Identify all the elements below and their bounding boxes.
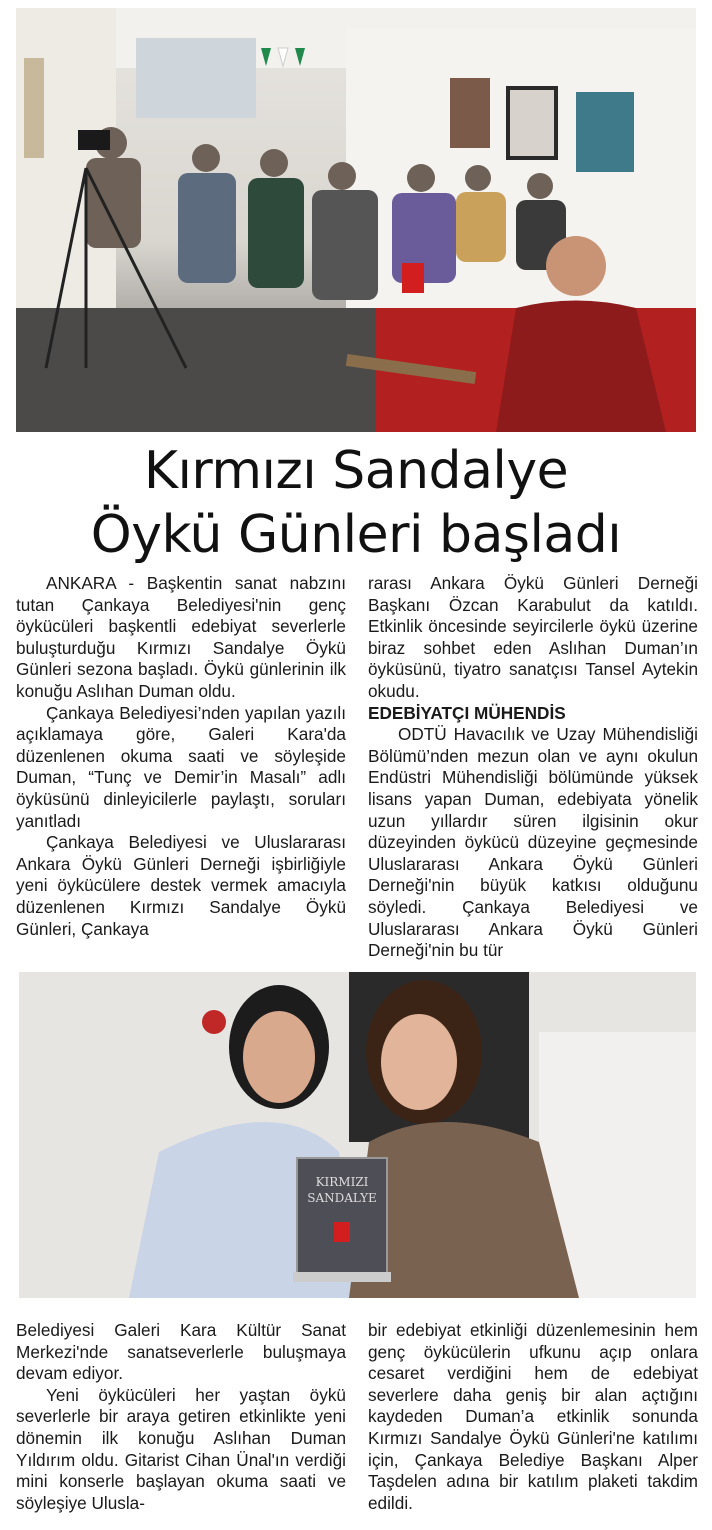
paragraph: Yeni öykücüleri her yaştan öykü severlerle bir araya getiren etkinlikte yeni dönemin ilk konuğu Aslıhan Duman Yıldırım oldu. Gitarist Cihan Ünal'ın verdiği mini konserle başlayan okuma saati ve söyleşiye Ulusla-: [16, 1384, 346, 1513]
paragraph: Belediyesi Galeri Kara Kültür Sanat Merkezi'nde sanatseverlerle buluşmaya devam ediyor.: [16, 1320, 346, 1384]
paragraph: Çankaya Belediyesi’nden yapılan yazılı açıklamaya göre, Galeri Kara'da düzenlenen okuma saati ve söyleşide Duman, “Tunç ve Demir’in Masalı” adlı öyküsünü dinleyicilerle paylaştı, soruları yanıtladı: [16, 702, 346, 831]
event-audience-illustration: [16, 8, 696, 432]
article-column-1: [16, 573, 346, 940]
paragraph: Çankaya Belediyesi ve Uluslararası Ankara Öykü Günleri Derneği işbirliğiyle yeni öykücülere destek vermek amacıyla düzenlenen Kırmızı Sandalye Öykü Günleri, Çankaya: [16, 832, 346, 939]
headline-line-2: Öykü Günleri başladı: [90, 505, 622, 565]
section-subhead: EDEBİYATÇI MÜHENDİS: [368, 702, 566, 723]
article-column-3: [16, 1320, 346, 1514]
article-column-4: [368, 1320, 698, 1514]
paragraph: ANKARA - Başkentin sanat nabzını tutan Çankaya Belediyesi'nin genç öykücüleri başkentli edebiyat severlerle buluşturduğu Kırmızı Sandalye Öykü Günleri sezona başladı. Öykü günlerinin ilk konuğu Aslıhan Duman oldu.: [16, 573, 346, 701]
paragraph: rarası Ankara Öykü Günleri Derneği Başkanı Özcan Karabulut da katıldı. Etkinlik öncesinde seyircilerle öykü üzerine biraz sohbet eden Aslıhan Duman’ın öyküsünü, tiyatro sanatçısı Tansel Aytekin okudu.: [368, 573, 698, 701]
paragraph: bir edebiyat etkinliği düzenlemesinin hem genç öykücülerin ufkunu açıp onlara cesaret verdiğini hem de edebiyat severlere daha geniş bir alan açtığını kaydeden Duman’a etkinlik sonunda Kırmızı Sandalye Öykü Günleri'ne katılımı için, Çankaya Belediye Başkanı Alper Taşdelen adına bir katılım plaketi takdim edildi.: [368, 1320, 698, 1513]
plaque-presentation-illustration: [19, 972, 696, 1298]
paragraph: ODTÜ Havacılık ve Uzay Mühendisliği Bölümü’nden mezun olan ve aynı okulun Endüstri Mühendisliği bölümünde yüksek lisans yapan Duman, edebiyata yönelik uzun yıllardır süren ilgisinin okur düzeyinden öykücü düzeyine geçmesinde Uluslararası Ankara Öykü Günleri Derneği'nin büyük katkısı olduğunu söyledi. Çankaya Belediyesi ve Uluslararası Ankara Öykü Günleri Derneği'nin bu tür: [368, 724, 698, 961]
headline-line-1: Kırmızı Sandalye: [143, 441, 569, 501]
article-column-2: [368, 573, 698, 962]
event-audience-photo: [16, 8, 696, 432]
plaque-presentation-photo: [19, 972, 696, 1298]
plaque-title-line-2: SANDALYE: [307, 1191, 377, 1205]
plaque-title-line-1: KIRMIZI: [315, 1175, 369, 1189]
